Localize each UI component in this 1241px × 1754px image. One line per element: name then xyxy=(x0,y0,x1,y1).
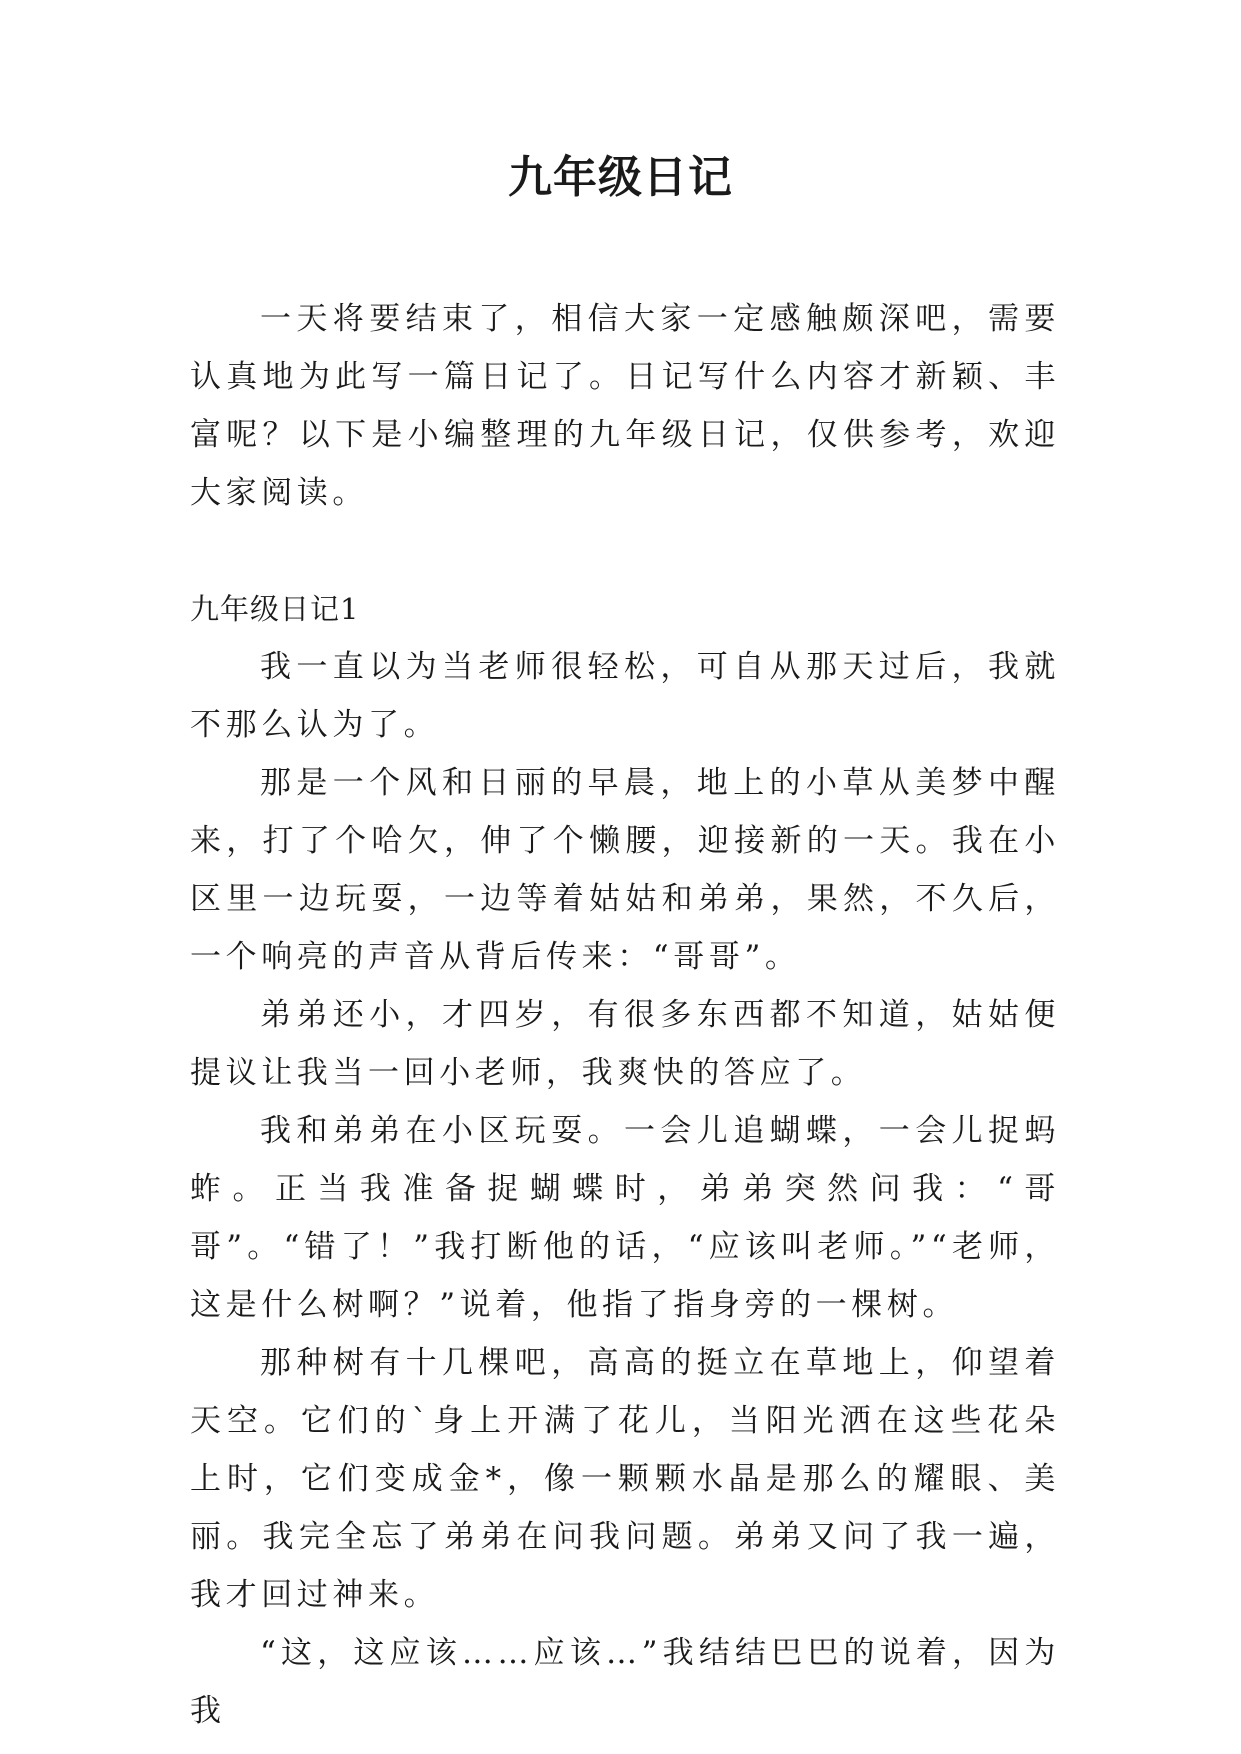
body-paragraph: 那种树有十几棵吧，高高的挺立在草地上，仰望着天空。它们的`身上开满了花儿，当阳光洒在这些花朵上时，它们变成金*，像一颗颗水晶是那么的耀眼、美丽。我完全忘了弟弟在问我问题。弟弟又问了我一遍，我才回过神来。 xyxy=(190,1345,1060,1613)
body-paragraph: “这，这应该……应该…”我结结巴巴的说着，因为我 xyxy=(190,1635,1060,1729)
section-heading: 九年级日记1 xyxy=(190,592,360,626)
document-body xyxy=(190,290,1060,1740)
document-title: 九年级日记 xyxy=(508,152,733,203)
body-paragraph: 我一直以为当老师很轻松，可自从那天过后，我就不那么认为了。 xyxy=(190,649,1060,743)
body-paragraph: 那是一个风和日丽的早晨，地上的小草从美梦中醒来，打了个哈欠，伸了个懒腰，迎接新的一天。我在小区里一边玩耍，一边等着姑姑和弟弟，果然，不久后，一个响亮的声音从背后传来：“哥哥”。 xyxy=(190,765,1060,975)
body-paragraph: 我和弟弟在小区玩耍。一会儿追蝴蝶，一会儿捉蚂蚱。正当我准备捉蝴蝶时，弟弟突然问我：“哥哥”。“错了！”我打断他的话，“应该叫老师。”“老师，这是什么树啊？”说着，他指了指身旁的一棵树。 xyxy=(190,1113,1060,1323)
section-spacer xyxy=(190,522,1060,580)
intro-paragraph: 一天将要结束了，相信大家一定感触颇深吧，需要认真地为此写一篇日记了。日记写什么内容才新颖、丰富呢？以下是小编整理的九年级日记，仅供参考，欢迎大家阅读。 xyxy=(190,301,1060,511)
body-paragraph: 弟弟还小，才四岁，有很多东西都不知道，姑姑便提议让我当一回小老师，我爽快的答应了。 xyxy=(190,997,1060,1091)
